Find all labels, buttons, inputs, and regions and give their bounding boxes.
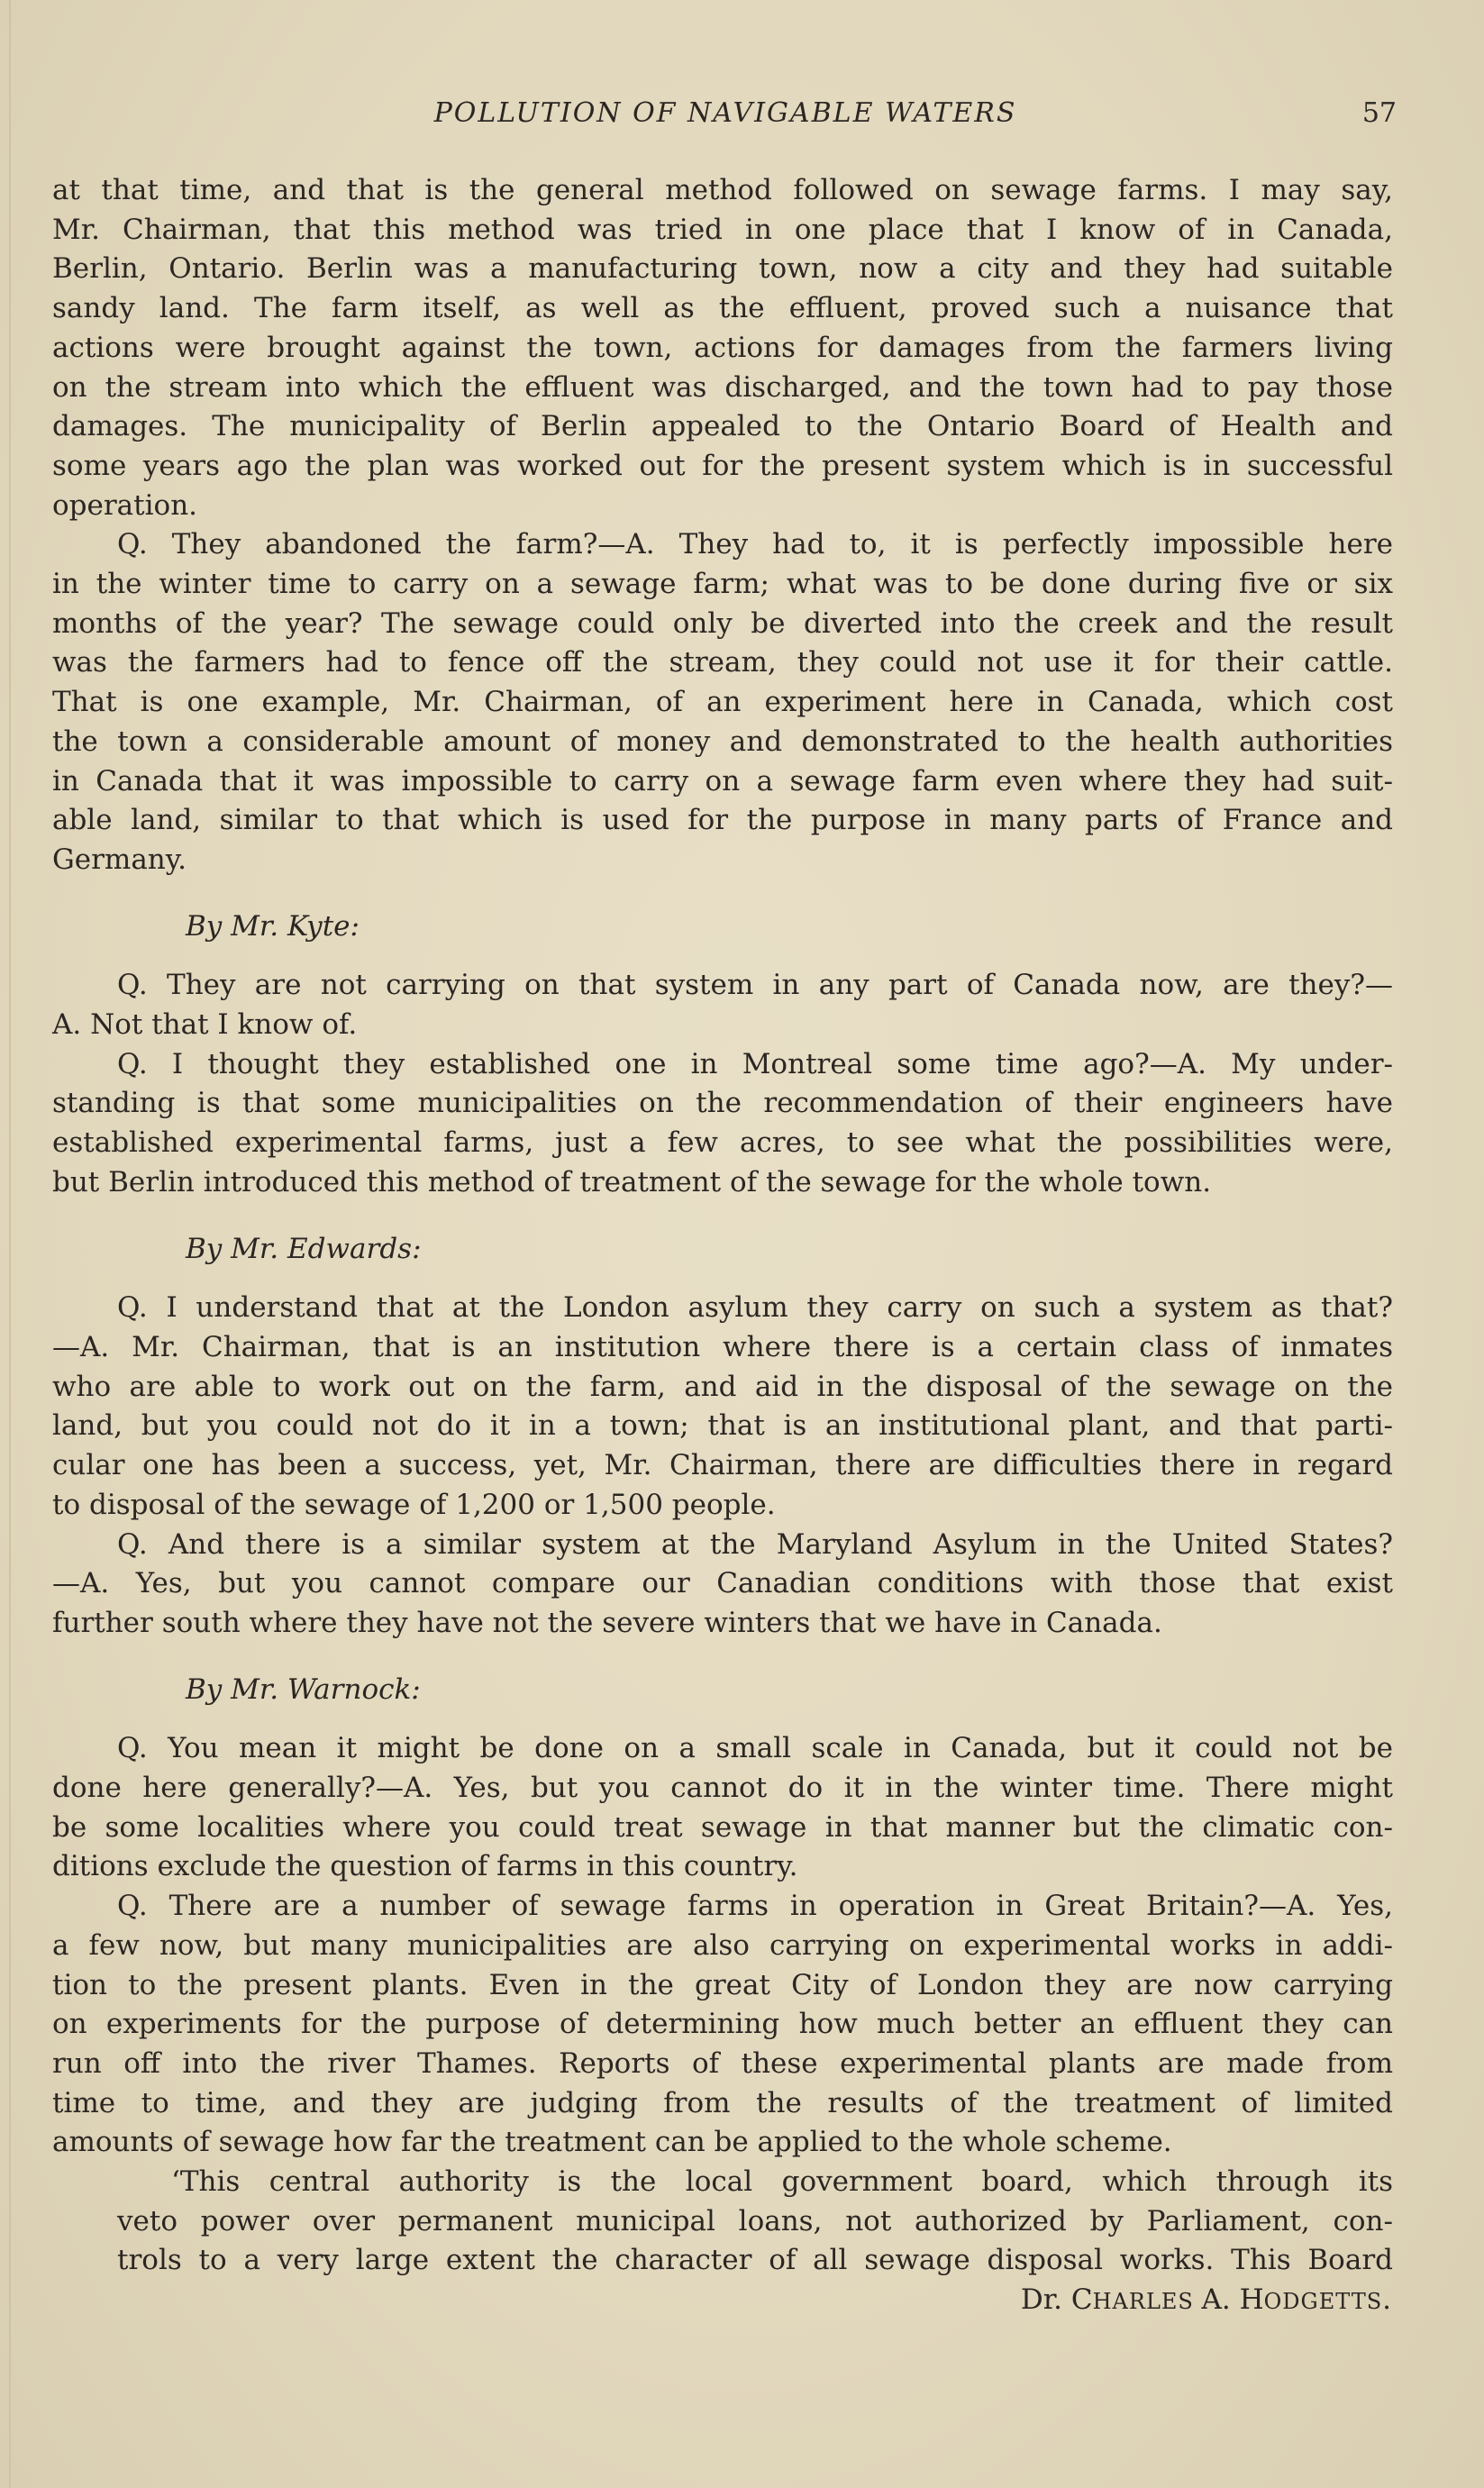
signature-part: A. H: [1201, 2283, 1264, 2317]
paragraph: [52, 1526, 1393, 1644]
text-line: be some localities where you could treat sewage in that manner but the climatic con-: [52, 1810, 1393, 1844]
quotation: [52, 2163, 1393, 2281]
text-line: in Canada that it was impossible to carry on a sewage farm even where they had suit-: [52, 764, 1393, 797]
text-line: further south where they have not the severe winters that we have in Canada.: [52, 1606, 1162, 1639]
text-line: trols to a very large extent the character of all sewage disposal works. This Board: [117, 2244, 1393, 2277]
paragraph: [52, 1289, 1393, 1525]
binding-edge: [9, 0, 11, 2488]
text-line: sandy land. The farm itself, as well as the effluent, proved such a nuisance that: [52, 292, 1393, 325]
text-line: the town a considerable amount of money and demonstrated to the health authorities: [52, 725, 1393, 758]
signature-part: ODGETTS: [1263, 2289, 1383, 2315]
paragraph: [52, 525, 1393, 879]
signature-part: .: [1382, 2283, 1391, 2317]
paragraph: [52, 1045, 1393, 1203]
speaker-heading: By Mr. Kyte:: [186, 909, 360, 943]
text-line: cular one has been a success, yet, Mr. Chairman, there are difficulties there in regard: [52, 1449, 1393, 1482]
text-line: able land, similar to that which is used for the purpose in many parts of France and: [52, 804, 1393, 837]
running-head: POLLUTION OF NAVIGABLE WATERS: [433, 97, 1017, 129]
text-line: ‘This central authority is the local government board, which through its: [171, 2165, 1393, 2199]
text-line: land, but you could not do it in a town; that is an institutional plant, and that parti-: [52, 1409, 1393, 1443]
signature-line: [52, 2281, 1393, 2322]
paragraph: [52, 171, 1393, 525]
text-line: —A. Yes, but you cannot compare our Canadian conditions with those that exist: [52, 1567, 1393, 1600]
page-body: [52, 171, 1393, 2322]
text-line: damages. The municipality of Berlin appealed to the Ontario Board of Health and: [52, 410, 1393, 443]
text-line: run off into the river Thames. Reports of these experimental plants are made from: [52, 2046, 1393, 2080]
signature-prefix: Dr.: [1020, 2283, 1071, 2317]
signature-part: C: [1070, 2283, 1093, 2317]
text-line: on the stream into which the effluent was discharged, and the town had to pay those: [52, 370, 1393, 404]
text-line: Q. I thought they established one in Montreal some time ago?—A. My under-: [117, 1047, 1393, 1080]
speaker-heading: By Mr. Warnock:: [186, 1672, 421, 1706]
text-line: but Berlin introduced this method of treatment of the sewage for the whole town.: [52, 1165, 1212, 1198]
text-line: —A. Mr. Chairman, that is an institution where there is a certain class of inmates: [52, 1330, 1393, 1363]
text-line: Q. They are not carrying on that system in any part of Canada now, are they?—: [117, 969, 1393, 1002]
text-line: A. Not that I know of.: [52, 1008, 358, 1042]
text-line: in the winter time to carry on a sewage farm; what was to be done during five or six: [52, 568, 1393, 601]
text-line: ditions exclude the question of farms in this country.: [52, 1850, 798, 1883]
page-header: [54, 97, 1397, 139]
text-line: actions were brought against the town, actions for damages from the farmers living: [52, 331, 1393, 364]
text-line: established experimental farms, just a few acres, to see what the possibilities were,: [52, 1126, 1393, 1160]
text-line: Germany.: [52, 843, 187, 876]
text-line: some years ago the plan was worked out for the present system which is in successful: [52, 449, 1393, 482]
text-line: Q. And there is a similar system at the Maryland Asylum in the United States?: [117, 1527, 1393, 1561]
text-line: at that time, and that is the general method followed on sewage farms. I may say,: [52, 174, 1393, 206]
text-line: That is one example, Mr. Chairman, of an experiment here in Canada, which cost: [52, 686, 1393, 719]
text-line: done here generally?—A. Yes, but you cannot do it in the winter time. There might: [52, 1772, 1393, 1805]
paragraph: [52, 1729, 1393, 1887]
text-line: veto power over permanent municipal loans, not authorized by Parliament, con-: [117, 2204, 1393, 2237]
text-line: Q. They abandoned the farm?—A. They had to, it is perfectly impossible here: [117, 528, 1393, 561]
text-line: months of the year? The sewage could only be diverted into the creek and the result: [52, 606, 1393, 640]
text-line: operation.: [52, 488, 198, 522]
text-line: Berlin, Ontario. Berlin was a manufacturing town, now a city and they had suitable: [52, 252, 1393, 286]
page-number: 57: [1361, 97, 1397, 129]
text-line: was the farmers had to fence off the stream, they could not use it for their cattle.: [52, 646, 1393, 679]
text-line: on experiments for the purpose of determining how much better an effluent they can: [52, 2008, 1393, 2041]
signature-part: HARLES: [1092, 2289, 1202, 2315]
text-line: time to time, and they are judging from the results of the treatment of limited: [52, 2086, 1393, 2119]
paragraph: [52, 966, 1393, 1044]
speaker-heading: By Mr. Edwards:: [186, 1232, 422, 1265]
paragraph: [52, 1887, 1393, 2163]
text-line: a few now, but many municipalities are also carrying on experimental works in addi-: [52, 1928, 1393, 1962]
text-line: standing is that some municipalities on the recommendation of their engineers have: [52, 1087, 1393, 1120]
text-line: tion to the present plants. Even in the great City of London they are now carrying: [52, 1968, 1393, 2001]
text-line: Mr. Chairman, that this method was tried in one place that I know of in Canada,: [52, 213, 1393, 246]
text-line: to disposal of the sewage of 1,200 or 1,500 people.: [52, 1488, 776, 1521]
text-line: Q. There are a number of sewage farms in operation in Great Britain?—A. Yes,: [117, 1890, 1393, 1923]
text-line: amounts of sewage how far the treatment can be applied to the whole scheme.: [52, 2126, 1172, 2159]
text-line: who are able to work out on the farm, and aid in the disposal of the sewage on the: [52, 1370, 1393, 1403]
text-line: Q. I understand that at the London asylum they carry on such a system as that?: [117, 1291, 1393, 1325]
text-line: Q. You mean it might be done on a small scale in Canada, but it could not be: [117, 1732, 1393, 1765]
